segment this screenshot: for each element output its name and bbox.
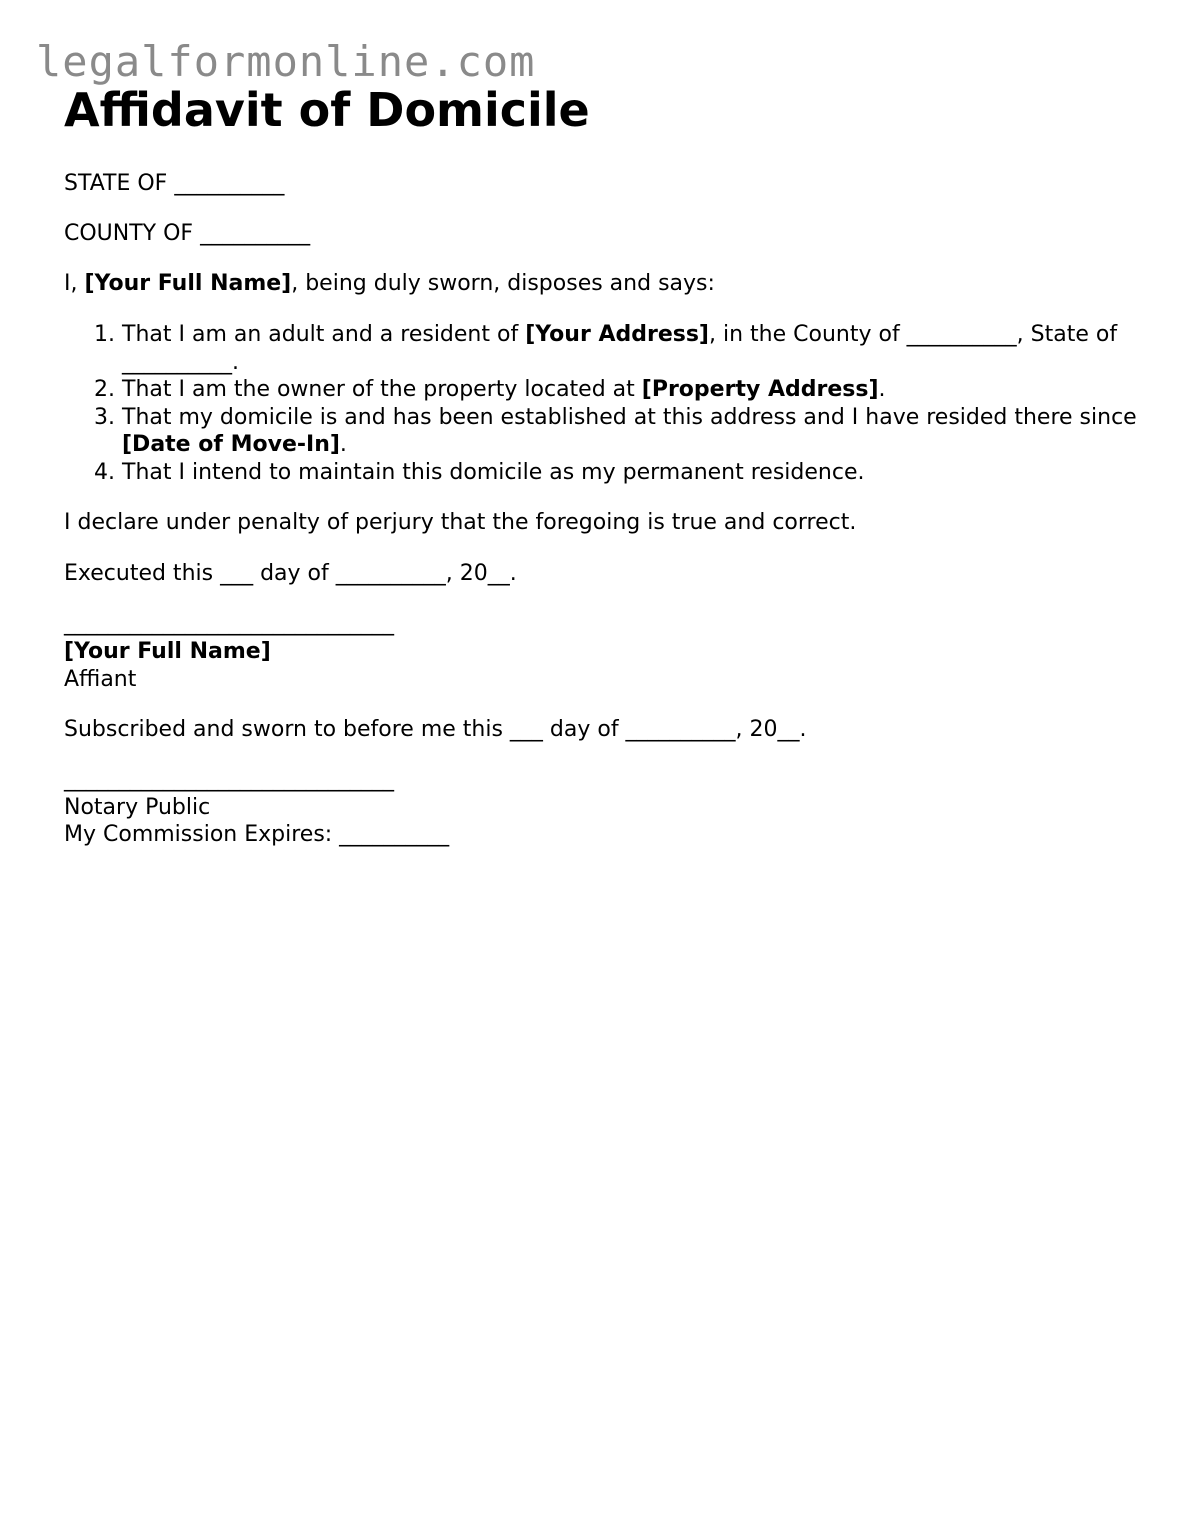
property-address-placeholder: [Property Address] bbox=[641, 377, 879, 402]
address-placeholder: [Your Address] bbox=[525, 322, 709, 347]
statement-text: That I am the owner of the property located at bbox=[122, 377, 642, 402]
affiant-label: Affiant bbox=[64, 667, 137, 692]
statement-item bbox=[122, 376, 1178, 404]
statement-item bbox=[122, 404, 1178, 459]
affiant-name: [Your Full Name] bbox=[64, 639, 271, 664]
statement-list bbox=[64, 321, 1178, 486]
notary-label: Notary Public bbox=[64, 795, 211, 820]
statement-text: That my domicile is and has been established at this address and I have resided there since bbox=[122, 404, 1137, 430]
document-body bbox=[64, 82, 1144, 847]
affiant-signature-line: ______________________________ bbox=[64, 611, 394, 636]
intro-name-placeholder: [Your Full Name] bbox=[84, 271, 292, 296]
statement-text: . bbox=[878, 377, 886, 402]
statement-text: That I am an adult and a resident of bbox=[122, 322, 526, 347]
commission-expiry: My Commission Expires: __________ bbox=[64, 822, 450, 847]
intro-suffix: , being duly sworn, disposes and says: bbox=[291, 271, 715, 296]
perjury-declaration: I declare under penalty of perjury that the foregoing is true and correct. bbox=[64, 510, 857, 535]
statement-text: , in the County of __________, State of __________. bbox=[122, 322, 1118, 375]
document-title: Affidavit of Domicile bbox=[64, 83, 590, 137]
intro-statement bbox=[64, 270, 715, 297]
state-line: STATE OF __________ bbox=[64, 171, 285, 196]
watermark: legalformonline.com bbox=[36, 37, 536, 86]
statement-item bbox=[122, 459, 1178, 487]
sworn-statement: Subscribed and sworn to before me this ___ day of __________, 20__. bbox=[64, 717, 807, 742]
statement-text: . bbox=[339, 432, 347, 457]
execution-date-line: Executed this ___ day of __________, 20__. bbox=[64, 561, 517, 586]
statement-item bbox=[122, 321, 1178, 376]
notary-signature-line: ______________________________ bbox=[64, 767, 394, 792]
statement-text: That I intend to maintain this domicile as my permanent residence. bbox=[122, 459, 865, 485]
move-in-date-placeholder: [Date of Move-In] bbox=[122, 432, 340, 457]
county-line: COUNTY OF __________ bbox=[64, 221, 311, 246]
intro-prefix: I, bbox=[64, 271, 85, 296]
